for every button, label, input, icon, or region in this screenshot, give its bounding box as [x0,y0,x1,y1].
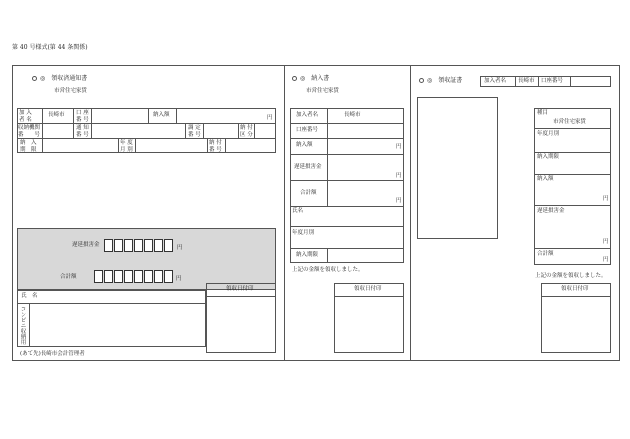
receipt-notice-subtitle: 市営住宅家賃 [54,88,88,94]
subscriber-name-value: 長崎市 [48,112,65,118]
late-fee-digit-box [104,239,113,252]
late-fee-digit-box [134,239,143,252]
total-label: 合計額 [60,274,77,280]
payment-slip-title: ◎ 納入書 [292,76,329,82]
name-label: 氏 名 [21,293,38,299]
payment-category-label: 納 付 区 分 [240,125,253,138]
agency-number-label: 収納機関 番 号 [18,125,41,138]
p2-account-label: 口座番号 [296,127,319,133]
total-digit-box [154,270,163,283]
p3-subscriber-label: 加入者名 [484,78,507,84]
panel-divider-2 [410,65,411,361]
stamp-box-1 [206,283,276,353]
p2-received-note: 上記の金額を領収しました。 [292,267,364,273]
p2-subscriber-label: 加入者名 [296,112,319,118]
total-digit-box [114,270,123,283]
stamp-box-2 [334,283,404,353]
p2-amount-label: 納入額 [296,142,313,148]
total-digit-box [104,270,113,283]
late-fee-digit-box [164,239,173,252]
total-digit-box [164,270,173,283]
p3-amount-unit: 円 [603,196,609,202]
notice-number-label: 通 知 番 号 [76,125,89,138]
stamp-label-3: 領収日付印 [561,286,589,292]
payment-slip-subtitle: 市営住宅家賃 [306,88,340,94]
p3-late-fee-unit: 円 [603,239,609,245]
p2-period-label: 年度月別 [292,230,315,236]
p3-period-label: 年度月別 [537,131,560,137]
p2-name-label: 氏名 [292,208,304,214]
p2-amount-unit: 円 [396,144,402,150]
stamp-label-1: 領収日付印 [226,286,254,292]
payment-amount-label: 納入額 [153,112,170,118]
total-digit-box [144,270,153,283]
p2-total-unit: 円 [396,198,402,204]
late-fee-label: 遅延損害金 [72,242,100,248]
convenience-label: コンビニ収納用 [19,306,26,345]
receipt-blank-area [417,97,498,239]
late-fee-unit: 円 [177,245,183,251]
p2-subscriber-value: 長崎市 [344,112,361,118]
receipt-notice-title: ◎ 領収済通知書 [32,76,87,82]
p3-item-value: 市営住宅家賃 [553,119,587,125]
p3-account-label: 口座番号 [541,78,564,84]
late-fee-digit-box [114,239,123,252]
p3-due-label: 納入期限 [537,154,560,160]
p3-item-label: 種目 [537,110,549,116]
late-fee-digit-box [124,239,133,252]
late-fee-digit-box [154,239,163,252]
payee-footer: (あて先)長崎市会計管理者 [20,351,85,357]
stamp-label-2: 領収日付印 [354,286,382,292]
p2-total-label: 合計額 [300,190,317,196]
p3-received-note: 上記の金額を領収しました。 [535,273,607,279]
total-unit: 円 [176,276,182,282]
p3-total-label: 合計額 [537,251,554,257]
p3-late-fee-label: 遅延損害金 [537,208,565,214]
total-digit-box [124,270,133,283]
circle-mark-icon [32,76,37,81]
circle-mark-icon [292,76,297,81]
p2-late-fee-unit: 円 [396,173,402,179]
total-digit-box [94,270,103,283]
p2-late-fee-label: 遅延損害金 [294,164,322,170]
p3-total-unit: 円 [603,257,609,263]
receipt-title: ◎ 領収証書 [419,78,462,84]
subscriber-name-label: 加 入 者 名 [19,110,32,123]
total-digit-box [134,270,143,283]
payment-amount-unit: 円 [267,115,273,121]
circle-mark-icon [419,78,424,83]
p3-subscriber-value: 長崎市 [518,78,535,84]
stamp-box-3 [541,283,611,353]
p2-due-label: 納入期限 [296,252,319,258]
panel-divider-1 [284,65,285,361]
name-box [17,290,206,347]
account-number-label: 口 座 番 号 [76,110,89,123]
payment-number-label: 納 付 番 号 [209,140,222,153]
due-date-label: 納 入 期 限 [20,140,37,153]
p3-amount-label: 納入額 [537,176,554,182]
fiscal-month-label: 年 度 月 別 [120,140,133,153]
form-code: 第 40 号様式(第 44 条関係) [12,44,88,51]
late-fee-digit-box [144,239,153,252]
assessment-number-label: 調 定 番 号 [188,125,201,138]
